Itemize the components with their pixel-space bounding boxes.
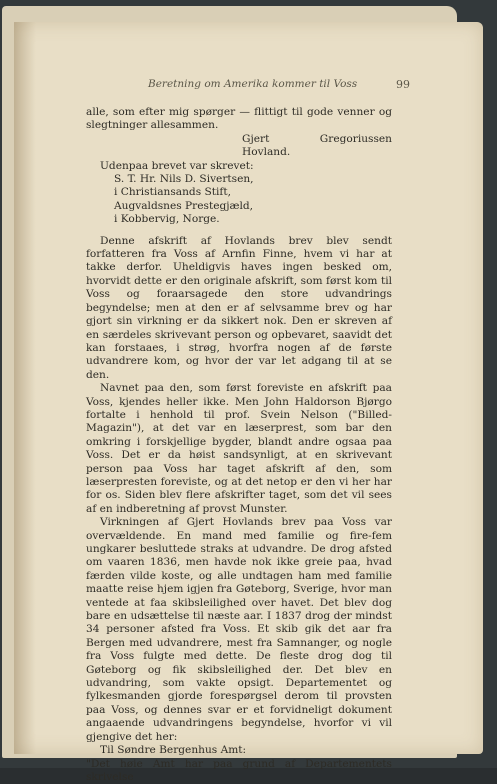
paragraph: Navnet paa den, som først foreviste en afskrift paa Voss, kjendes heller ikke. Men John Haldorson Bjørgo fortalte i henhold til prof. Svein Nelson ("Billed-Magazin"), at det var en læserprest, som bar den omkring i forskjellige bygder, blandt andre ogsaa paa Voss. Det er da høist sandsynligt, at en skrivevant person paa Voss har taget afskrift af den, som læserpresten foreviste, og at det netop er den vi her har for os. Siden blev flere afskrifter taget, som det vil sees af en indberetning af provst Munster. (86, 382, 392, 516)
address-line: Augvaldsnes Prestegjæld, (86, 200, 392, 213)
paragraph: Virkningen af Gjert Hovlands brev paa Voss var overvældende. En mand med familie og fire-fem ungkarer besluttede straks at udvandre. De drog afsted om vaaren 1836, men havde nok ikke greie paa, hvad færden vilde koste, og alle undtagen ham med familie maatte reise hjem igjen fra Gøteborg, Sverige, hvor man ventede at faa skibsleilighed over havet. Det blev dog bare en udsættelse til næste aar. I 1837 drog der mindst 34 personer afsted fra Voss. Et skib gik det aar fra Bergen med udvandrere, mest fra Samnanger, og nogle fra Voss fulgte med dette. De fleste drog dog til Gøteborg og fik skibsleilighed der. Det blev en udvandring, som vakte opsigt. Departementet og fylkesmanden gjorde forespørgsel derom til provsten paa Voss, og dennes svar er et forvidneligt dokument angaaende udvandringens begyndelse, hvorfor vi vil gjengive det her: (86, 516, 392, 744)
paragraph: Denne afskrift af Hovlands brev blev sendt forfatteren fra Voss af Arnfin Finne, hvem vi har at takke derfor. Uheldigvis haves ingen besked om, hvorvidt dette er den originale afskrift, som først kom til Voss og foraarsagede den store udvandrings begyndelse; men at den er af selvsamme brev og har gjort sin virkning er da sikkert nok. Den er skreven af en særdeles skrivevant person og opbevaret, saavidt det kan forstaaes, i strøg, hvorfra nogen af de første udvandrere kom, og hvor der var let adgang til at se den. (86, 235, 392, 382)
address-line: S. T. Hr. Nils D. Sivertsen, (86, 173, 392, 186)
address-label: Udenpaa brevet var skrevet: (86, 160, 392, 173)
address-line: i Kobbervig, Norge. (86, 213, 392, 226)
signature: Gjert Gregoriussen Hovland. (86, 133, 392, 160)
running-header (0, 78, 497, 94)
paragraph-closing: alle, som efter mig spørger — flittigt til gode venner og slegtninger allesammen. (86, 106, 392, 133)
address-line: i Christiansands Stift, (86, 186, 392, 199)
salutation: Til Søndre Bergenhus Amt: (86, 744, 392, 757)
running-title: Beretning om Amerika kommer til Voss (148, 78, 357, 90)
page-text (86, 106, 392, 784)
gutter-shadow (14, 22, 36, 754)
page-number: 99 (396, 78, 410, 91)
quote-start: "Det høie Amt har paa grund af Departementets skrivelse (86, 758, 392, 784)
